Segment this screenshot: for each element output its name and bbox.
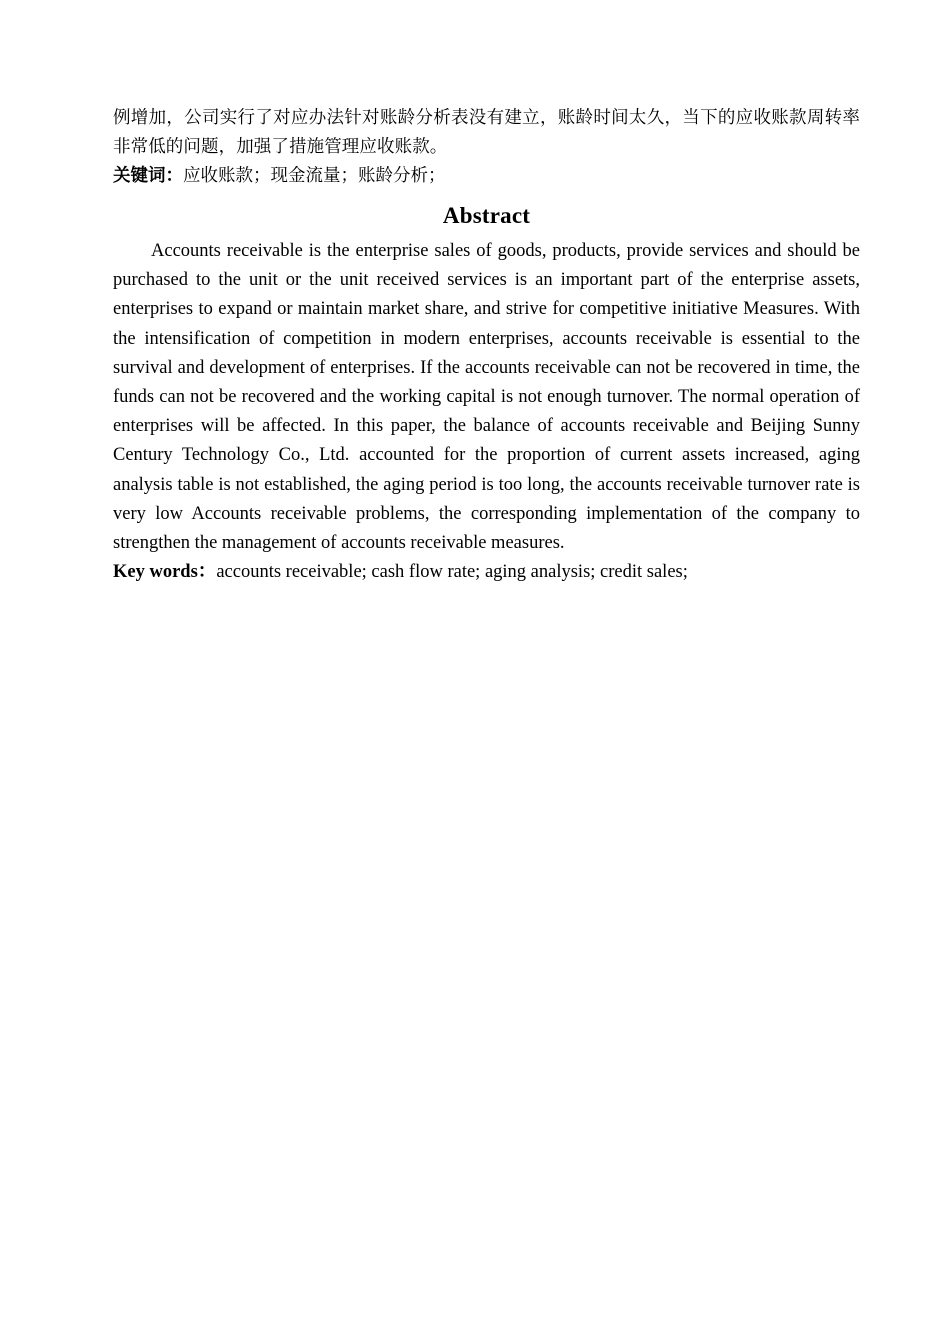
- english-keywords-label: Key words: [113, 562, 198, 583]
- english-keywords-body: accounts receivable; cash flow rate; aging analysis; credit sales;: [216, 562, 688, 583]
- chinese-keywords-line: [113, 162, 860, 191]
- chinese-keywords-label: 关键词: [113, 166, 166, 186]
- abstract-heading: Abstract: [442, 203, 531, 228]
- abstract-body-paragraph: Accounts receivable is the enterprise sales of goods, products, provide services and should be purchased to the unit or the unit received services is an important part of the enterprise assets, enterprises to expand or maintain market share, and strive for competitive initiative Measures. With the intensification of competition in modern enterprises, accounts receivable is essential to the survival and development of enterprises. If the accounts receivable can not be recovered in time, the funds can not be recovered and the working capital is not enough turnover. The normal operation of enterprises will be affected. In this paper, the balance of accounts receivable and Beijing Sunny Century Technology Co., Ltd. accounted for the proportion of current assets increased, aging analysis table is not established, the aging period is too long, the accounts receivable turnover rate is very low Accounts receivable problems, the corresponding implementation of the company to strengthen the management of accounts receivable measures.: [113, 241, 860, 554]
- english-keywords-separator: ：: [197, 562, 217, 583]
- chinese-keywords-separator: ：: [165, 166, 183, 186]
- chinese-keywords-body: 应收账款；现金流量；账龄分析；: [183, 166, 446, 186]
- page-content: [113, 104, 860, 587]
- english-keywords-line: [113, 558, 860, 587]
- chinese-paragraph-continuation: 例增加，公司实行了对应办法针对账龄分析表没有建立，账龄时间太久，当下的应收账款周转率非常低的问题，加强了措施管理应收账款。: [113, 108, 860, 157]
